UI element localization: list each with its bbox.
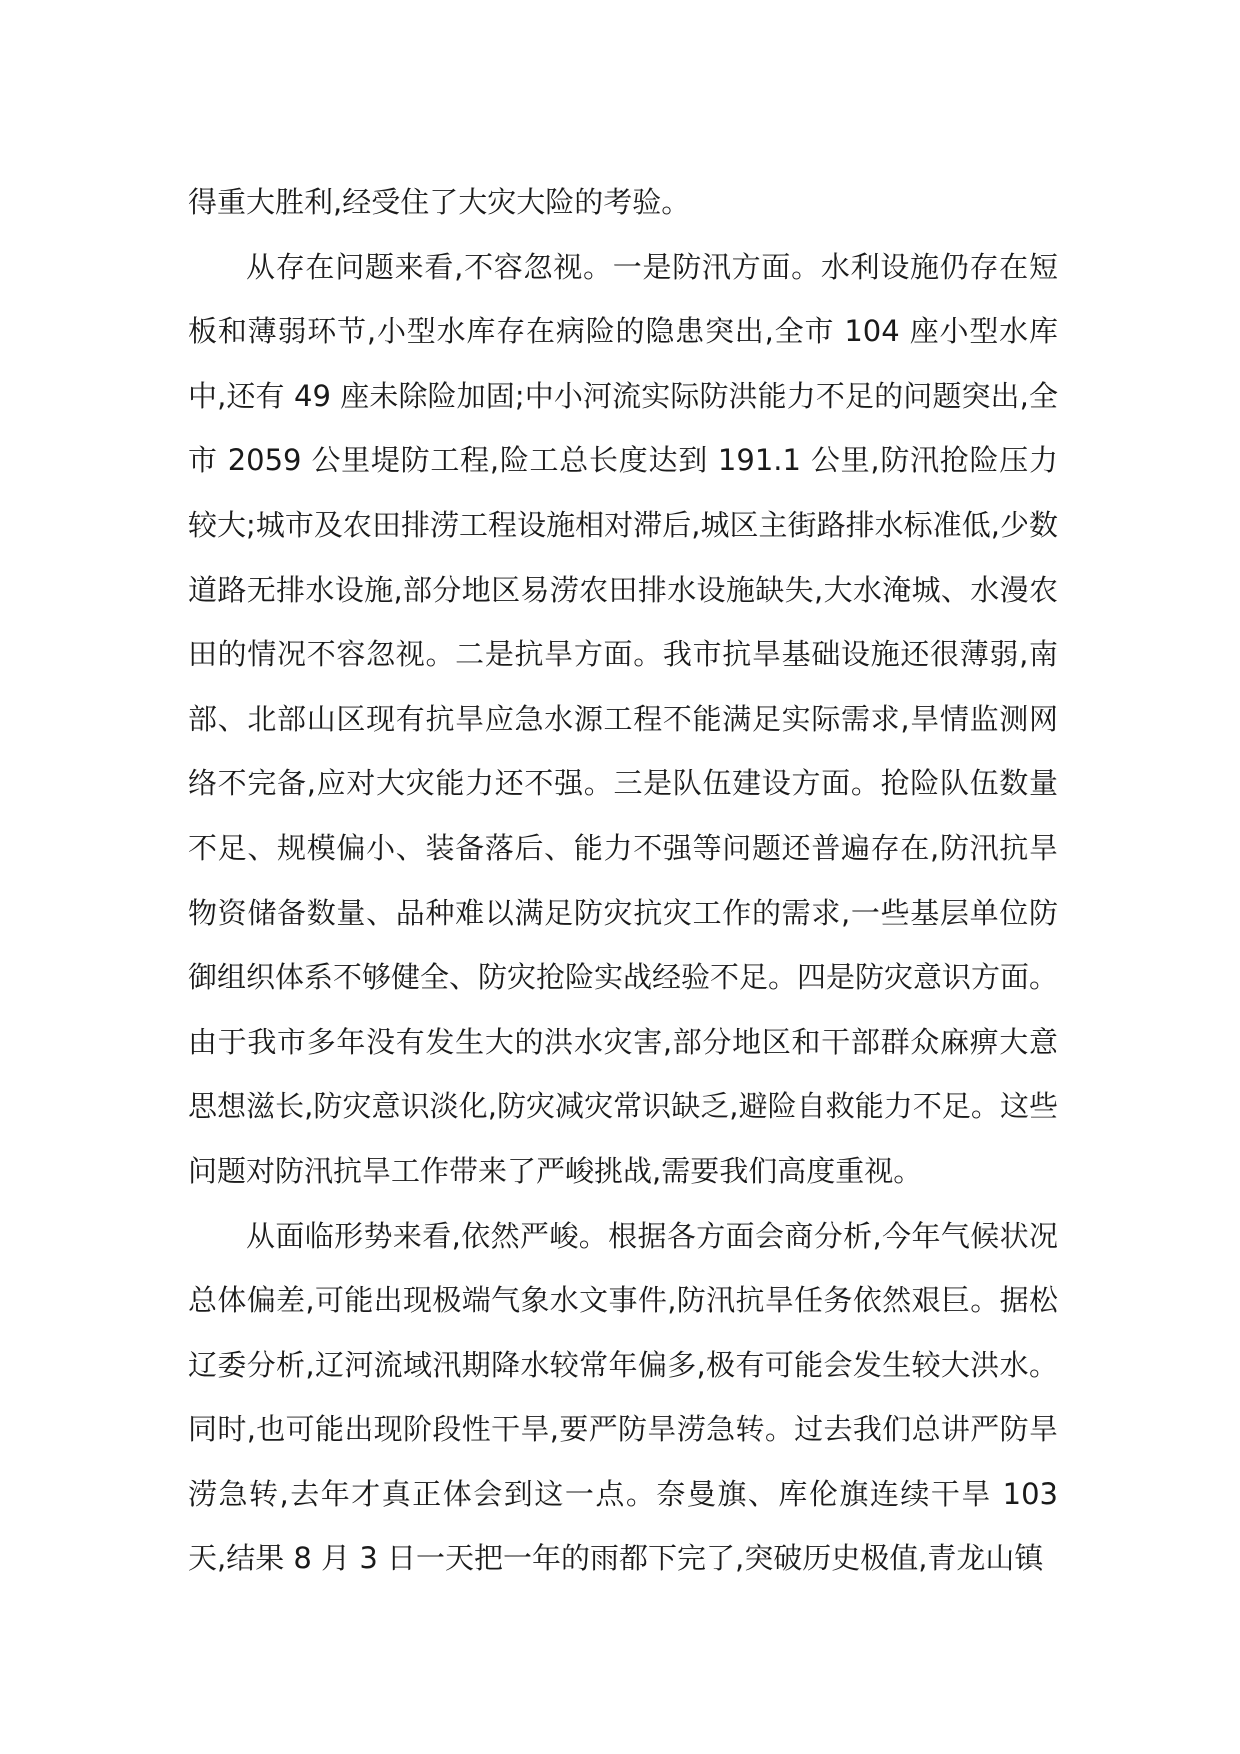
body-text: [188, 170, 1058, 1591]
paragraph-continuation: 得重大胜利,经受住了大灾大险的考验。: [188, 185, 691, 219]
paragraph-current-situation: 从面临形势来看,依然严峻。根据各方面会商分析,今年气候状况总体偏差,可能出现极端气象水文事件,防汛抗旱任务依然艰巨。据松辽委分析,辽河流域汛期降水较常年偏多,极有可能会发生较大洪水。同时,也可能出现阶段性干旱,要严防旱涝急转。过去我们总讲严防旱涝急转,去年才真正体会到这一点。奈曼旗、库伦旗连续干旱 103 天,结果 8 月 3 日一天把一年的雨都下完了,突破历史极值,青龙山镇: [188, 1218, 1058, 1576]
paragraph-existing-problems: 从存在问题来看,不容忽视。一是防汛方面。水利设施仍存在短板和薄弱环节,小型水库存在病险的隐患突出,全市 104 座小型水库中,还有 49 座未除险加固;中小河流实际防洪能力不足的问题突出,全市 2059 公里堤防工程,险工总长度达到 191.1 公里,防汛抢险压力较大;城市及农田排涝工程设施相对滞后,城区主街路排水标准低,少数道路无排水设施,部分地区易涝农田排水设施缺失,大水淹城、水漫农田的情况不容忽视。二是抗旱方面。我市抗旱基础设施还很薄弱,南部、北部山区现有抗旱应急水源工程不能满足实际需求,旱情监测网络不完备,应对大灾能力还不强。三是队伍建设方面。抢险队伍数量不足、规模偏小、装备落后、能力不强等问题还普遍存在,防汛抗旱物资储备数量、品种难以满足防灾抗灾工作的需求,一些基层单位防御组织体系不够健全、防灾抢险实战经验不足。四是防灾意识方面。由于我市多年没有发生大的洪水灾害,部分地区和干部群众麻痹大意思想滋长,防灾意识淡化,防灾减灾常识缺乏,避险自救能力不足。这些问题对防汛抗旱工作带来了严峻挑战,需要我们高度重视。: [188, 249, 1059, 1188]
